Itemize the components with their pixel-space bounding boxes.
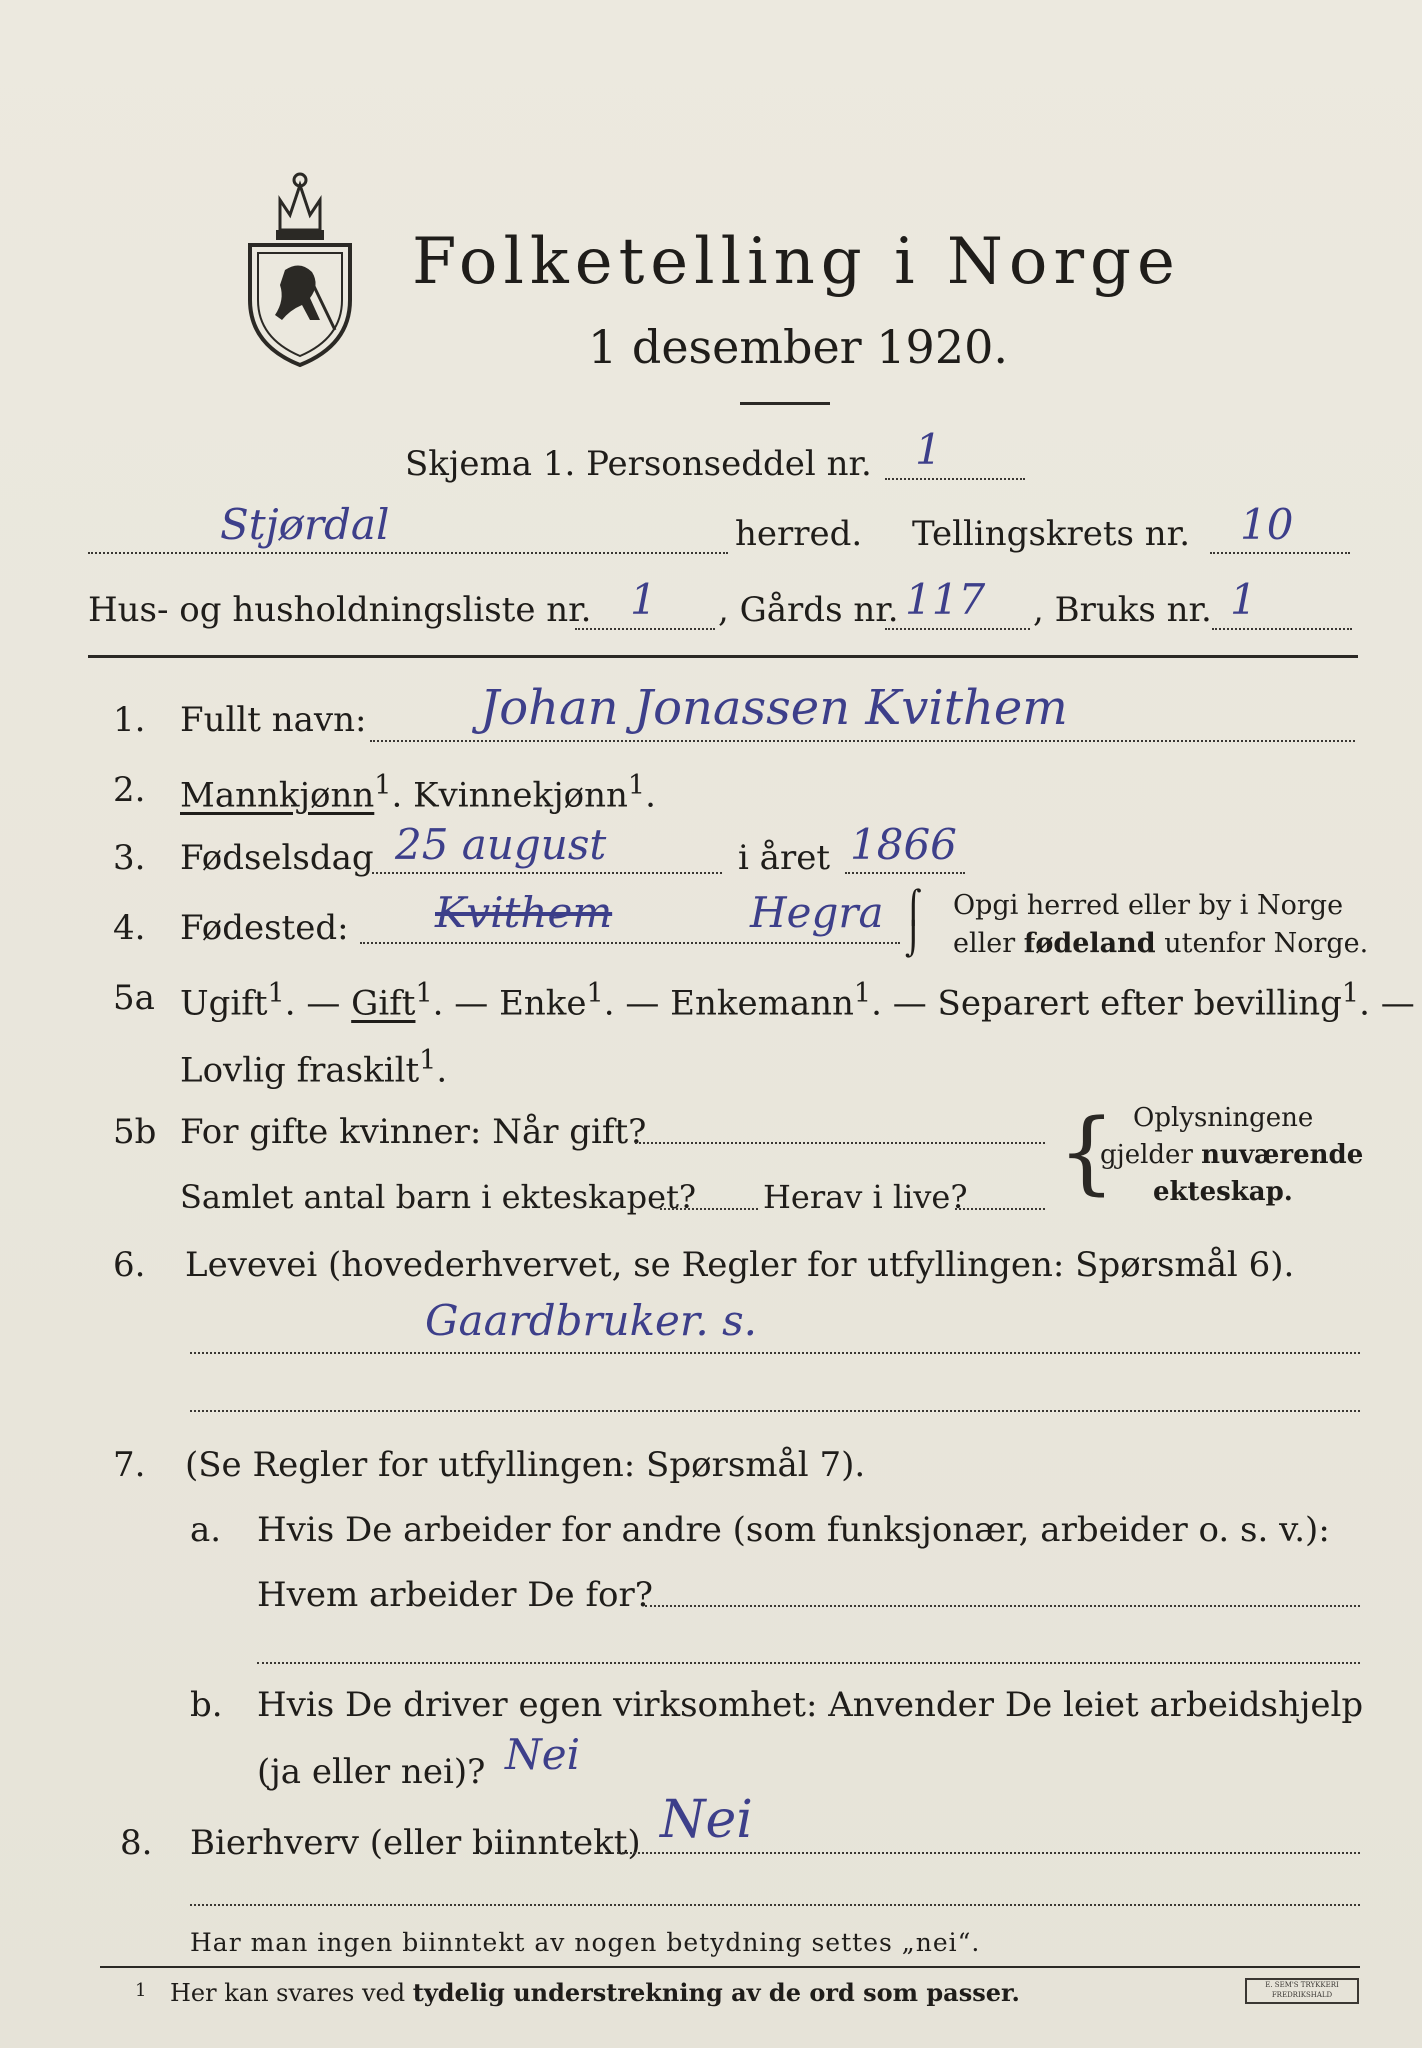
q1-number: 1.: [113, 700, 146, 740]
q5b-label1: For gifte kvinner: Når gift?: [180, 1112, 647, 1152]
bruks-dotline: [1212, 628, 1352, 630]
bruks-label: , Bruks nr.: [1033, 590, 1212, 630]
gards-value[interactable]: 117: [905, 575, 986, 624]
q5b-alive-dotline: [955, 1208, 1045, 1210]
schema-label: Skjema 1. Personseddel nr.: [405, 444, 872, 484]
q5a-gift[interactable]: Gift: [351, 983, 416, 1024]
q3-year-dotline: [845, 872, 965, 874]
norway-coat-of-arms-icon: [240, 160, 360, 370]
q3-birthday[interactable]: 25 august: [395, 820, 607, 869]
liste-value[interactable]: 1: [630, 575, 657, 624]
q5a-lovlig-line: Lovlig fraskilt$^1$.: [180, 1045, 448, 1091]
herred-value[interactable]: Stjørdal: [220, 500, 390, 549]
q7-label: (Se Regler for utfyllingen: Spørsmål 7).: [185, 1445, 866, 1485]
liste-dotline: [575, 628, 715, 630]
q5a-number: 5a: [113, 978, 155, 1018]
q2-female[interactable]: Kvinnekjønn: [413, 775, 628, 816]
q5b-brace: {: [1058, 1100, 1116, 1205]
q4-struck-value: Kvithem: [435, 888, 613, 937]
q7a-text: Hvis De arbeider for andre (som funksjonær, arbeider o. s. v.):: [257, 1510, 1330, 1550]
q4-label: Fødested:: [180, 908, 349, 948]
q7a-question: Hvem arbeider De for?: [257, 1575, 653, 1615]
q5b-children-dotline: [660, 1208, 758, 1210]
gards-dotline: [885, 628, 1030, 630]
q1-full-name[interactable]: Johan Jonassen Kvithem: [480, 680, 1068, 736]
q5a-enke[interactable]: Enke: [499, 983, 587, 1024]
q5b-label2: Samlet antal barn i ekteskapet?: [180, 1178, 697, 1216]
q7b-answer[interactable]: Nei: [505, 1730, 581, 1779]
q8-dotline2: [190, 1904, 1360, 1906]
q2-number: 2.: [113, 770, 146, 810]
schema-number[interactable]: 1: [915, 425, 942, 474]
q3-dotline: [372, 872, 722, 874]
liste-label: Hus- og husholdningsliste nr.: [88, 590, 592, 630]
q3-year-value[interactable]: 1866: [850, 820, 957, 869]
bruks-value[interactable]: 1: [1230, 575, 1257, 624]
q7a-dotline2: [257, 1662, 1360, 1664]
tellingskrets-dotline: [1210, 552, 1350, 554]
q4-bracket-top: ⌠: [905, 888, 922, 926]
q1-label: Fullt navn:: [180, 700, 367, 740]
footnote-text: Her kan svares ved tydelig understrekning av de ord som passer.: [170, 1978, 1020, 2007]
q7b-letter: b.: [190, 1685, 223, 1725]
q6-occupation[interactable]: Gaardbruker. s.: [425, 1296, 757, 1345]
herred-label: herred.: [735, 514, 863, 554]
herred-dotline: [88, 552, 728, 554]
form-title: Folketelling i Norge: [412, 225, 1181, 299]
q2-options: Mannkjønn$^1$. Kvinnekjønn$^1$.: [180, 770, 656, 816]
q5a-lovlig[interactable]: Lovlig fraskilt: [180, 1050, 420, 1091]
q5b-note2: gjelder nuværende: [1100, 1140, 1364, 1170]
q6-number: 6.: [113, 1245, 146, 1285]
q5a-ugift[interactable]: Ugift: [180, 983, 268, 1024]
q7b-question: (ja eller nei)?: [257, 1752, 486, 1792]
q4-note-line1: Opgi herred eller by i Norge: [953, 890, 1344, 921]
q5a-separert[interactable]: Separert efter bevilling: [937, 983, 1342, 1024]
q5b-married-dotline: [635, 1142, 1045, 1144]
q5b-note3: ekteskap.: [1153, 1177, 1293, 1207]
q5a-enkemann[interactable]: Enkemann: [670, 983, 854, 1024]
q3-year-label: i året: [738, 838, 830, 878]
q7a-letter: a.: [190, 1510, 222, 1550]
q6-dotline1: [190, 1352, 1360, 1354]
q7b-text: Hvis De driver egen virksomhet: Anvender De leiet arbeidshjelp: [257, 1685, 1364, 1725]
q3-label: Fødselsdag: [180, 838, 374, 878]
q5a-options: Ugift$^1$. — Gift$^1$. — Enke$^1$. — Enkemann$^1$. — Separert efter bevilling$^1$. —: [180, 978, 1415, 1024]
q8-dotline1: [617, 1852, 1360, 1854]
q5b-note1: Oplysningene: [1133, 1103, 1314, 1133]
q6-dotline2: [190, 1410, 1360, 1412]
q4-number: 4.: [113, 908, 146, 948]
q4-birthplace[interactable]: Hegra: [750, 888, 884, 937]
q4-bracket-bottom: ⌡: [905, 920, 922, 958]
q4-dotline: [360, 942, 900, 944]
footer-note: Har man ingen biinntekt av nogen betydning settes „nei“.: [190, 1928, 981, 1957]
schema-dotline: [885, 478, 1025, 480]
q3-number: 3.: [113, 838, 146, 878]
q8-label: Bierhverv (eller biinntekt): [190, 1823, 641, 1863]
header-divider: [88, 655, 1358, 658]
q7a-dotline1: [645, 1605, 1360, 1607]
q5b-label3: Herav i live?: [763, 1178, 968, 1216]
q7-number: 7.: [113, 1445, 146, 1485]
q8-number: 8.: [120, 1823, 153, 1863]
q8-answer[interactable]: Nei: [660, 1790, 753, 1850]
form-date: 1 desember 1920.: [588, 320, 1008, 374]
tellingskrets-label: Tellingskrets nr.: [912, 514, 1191, 554]
printer-stamp: E. SEM'S TRYKKERI FREDRIKSHALD: [1245, 1978, 1359, 2004]
footnote-number: 1: [135, 1980, 147, 2001]
q5b-number: 5b: [113, 1112, 157, 1152]
footer-divider: [100, 1966, 1360, 1968]
q6-label: Levevei (hovederhvervet, se Regler for utfyllingen: Spørsmål 6).: [185, 1245, 1295, 1285]
gards-label: , Gårds nr.: [718, 590, 899, 630]
title-divider: [740, 402, 830, 405]
tellingskrets-value[interactable]: 10: [1240, 500, 1294, 549]
q4-note-line2: eller fødeland utenfor Norge.: [953, 928, 1369, 959]
q2-male[interactable]: Mannkjønn: [180, 775, 375, 816]
q1-dotline: [370, 740, 1355, 742]
